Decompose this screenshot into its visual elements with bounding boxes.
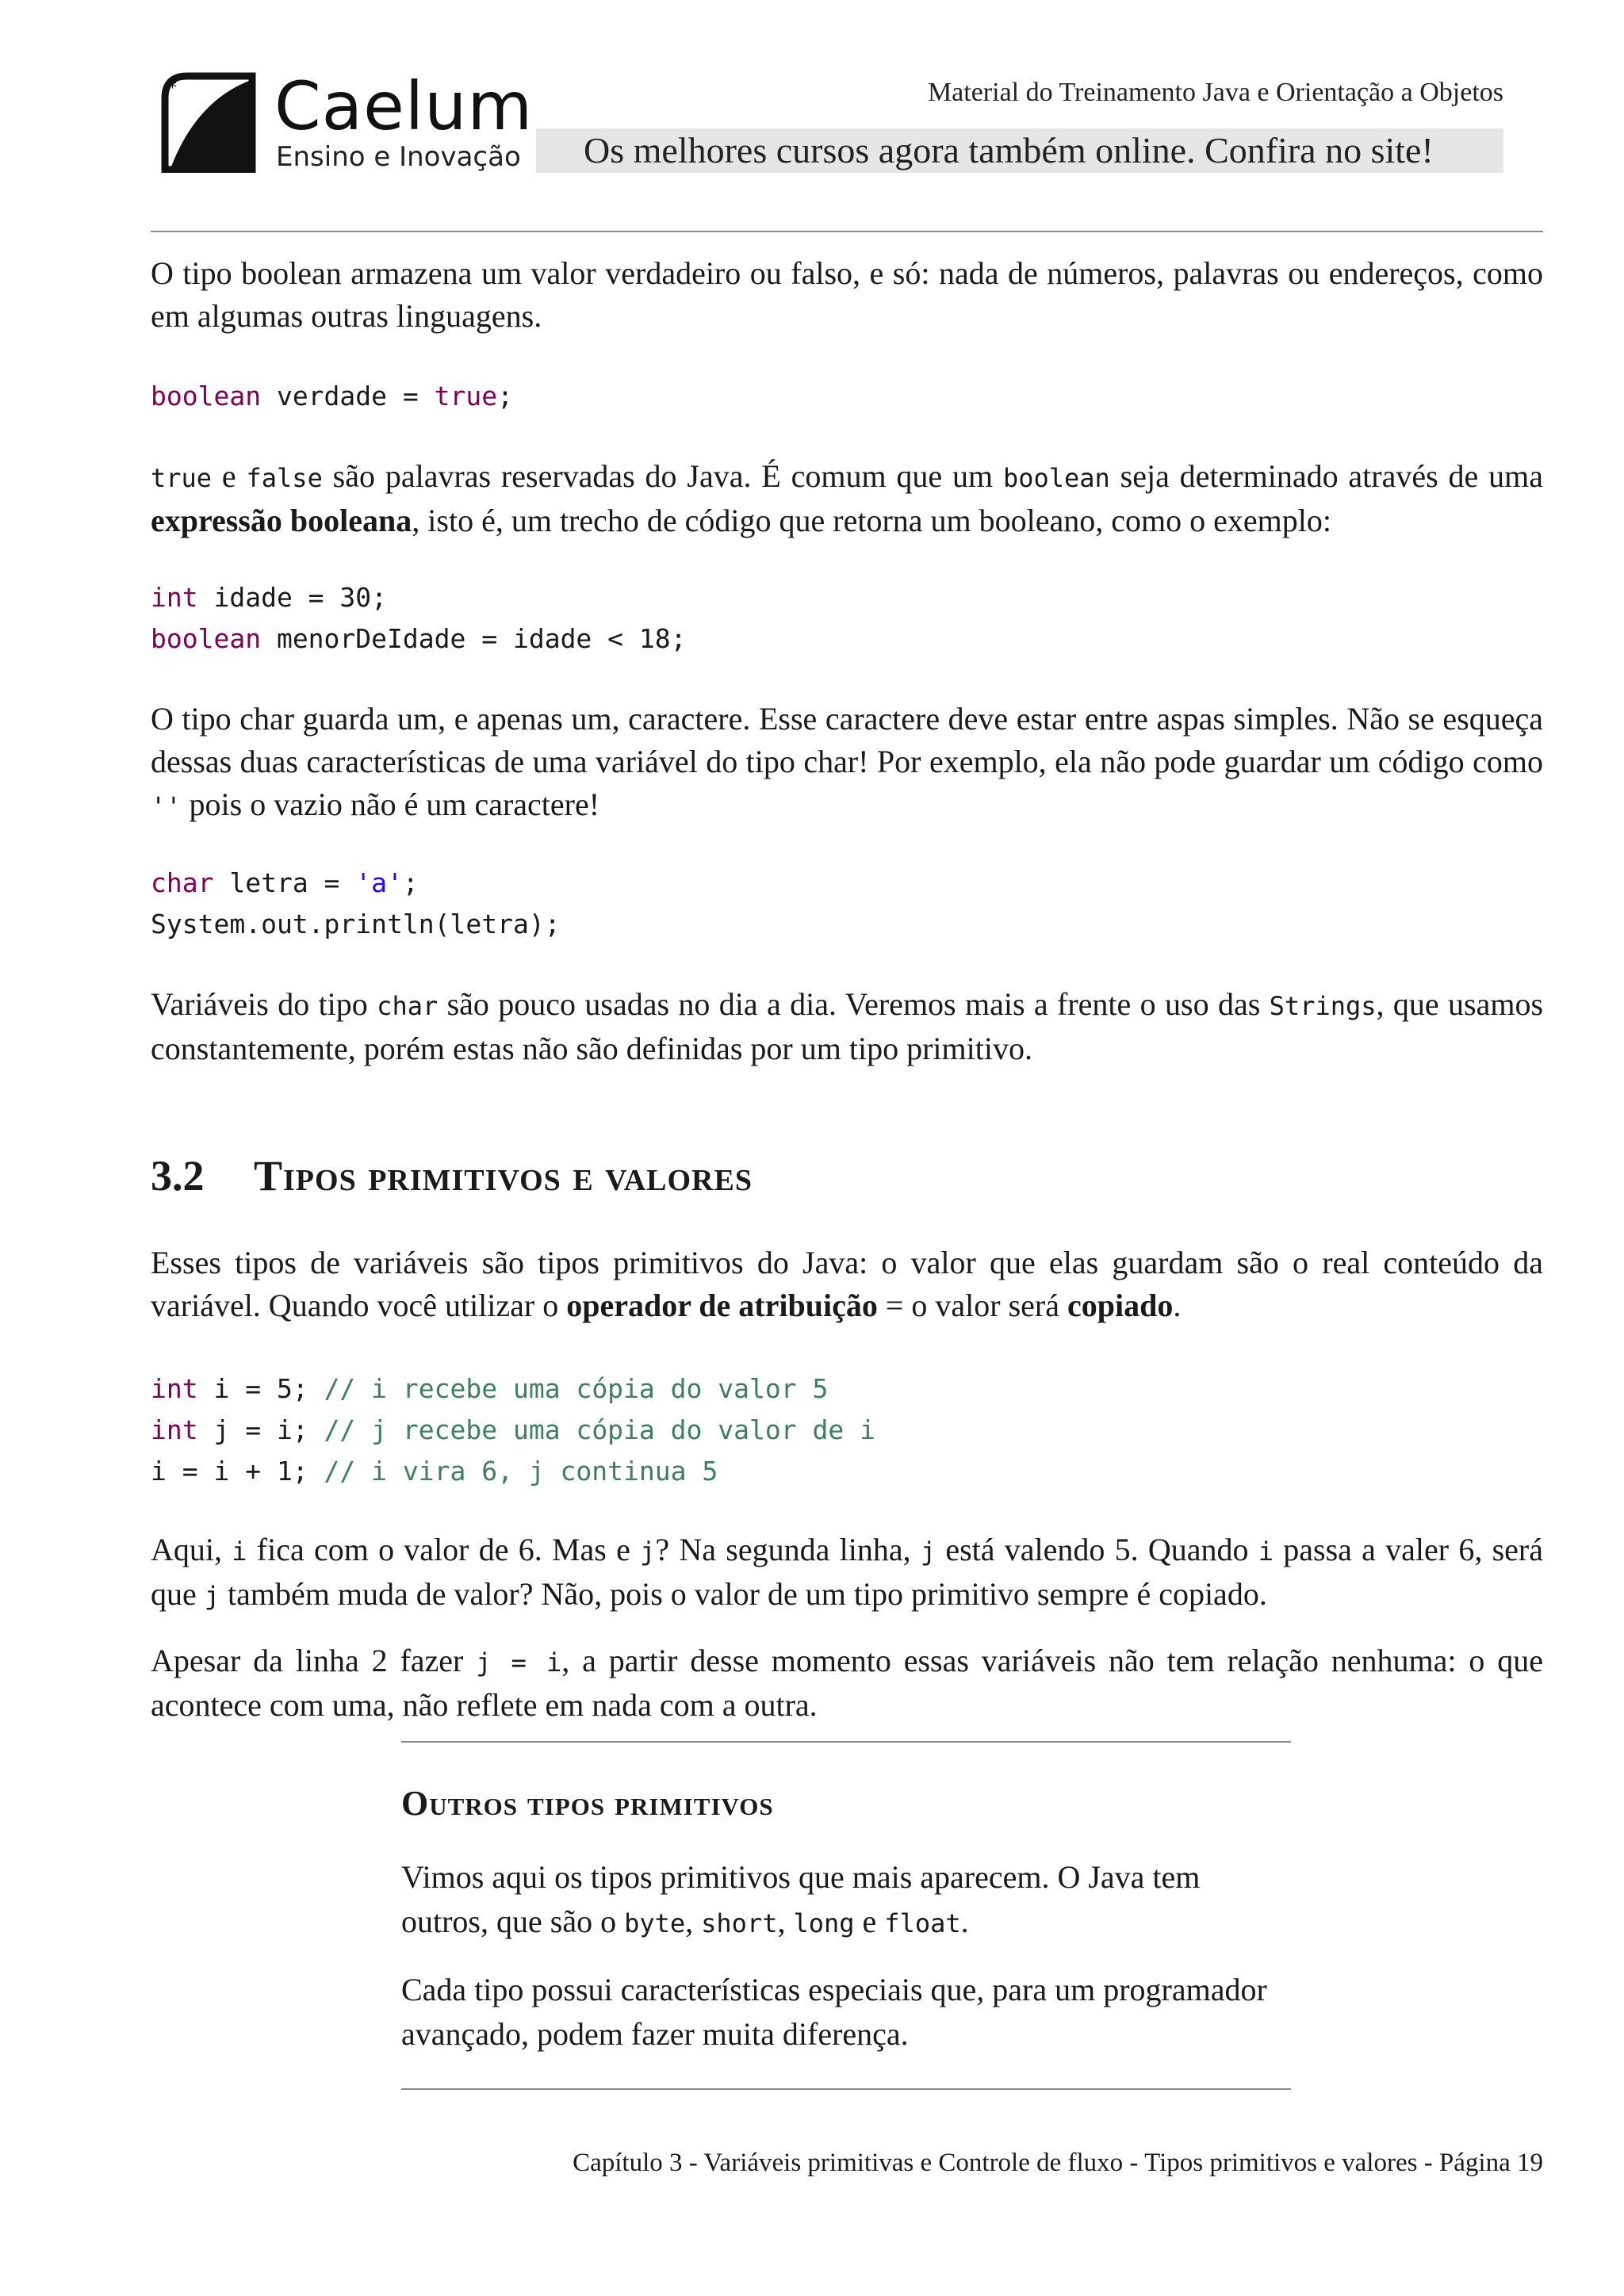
code-block-idade xyxy=(151,577,687,660)
bold-term: operador de atribuição xyxy=(566,1288,878,1323)
text: também muda de valor? Não, pois o valor de um tipo primitivo sempre é copiado. xyxy=(220,1576,1267,1612)
text: ? Na segunda linha, xyxy=(655,1532,921,1567)
inline-code: long xyxy=(793,1908,855,1938)
text: fica com o valor de 6. Mas e xyxy=(247,1532,641,1567)
code-keyword: boolean xyxy=(151,381,262,411)
text: são palavras reservadas do Java. É comum que um xyxy=(322,458,1003,494)
text: seja determinado através de uma xyxy=(1109,458,1543,494)
text: Vimos aqui os tipos primitivos que mais aparecem. O Java tem outros, que são o xyxy=(401,1859,1201,1939)
code-text: letra = xyxy=(213,867,356,898)
inline-code: j xyxy=(920,1536,936,1567)
text: Apesar da linha 2 fazer xyxy=(151,1643,477,1678)
box-bottom-divider xyxy=(401,2088,1291,2090)
text: e xyxy=(212,458,247,494)
text: passa a valer 6, será que xyxy=(151,1532,1544,1612)
code-block-copy xyxy=(151,1368,875,1492)
code-string: 'a' xyxy=(355,867,403,898)
box-top-divider xyxy=(401,1741,1291,1743)
code-keyword: boolean xyxy=(151,623,262,654)
paragraph-char xyxy=(151,698,1543,828)
code-text: verdade = xyxy=(261,381,435,411)
box-title: Outros tipos primitivos xyxy=(401,1784,774,1823)
text: . xyxy=(960,1904,969,1939)
inline-code: char xyxy=(377,991,439,1021)
code-text: j = i; xyxy=(197,1414,324,1445)
header-banner xyxy=(536,128,1503,173)
text: O tipo char guarda um, e apenas um, caractere. Esse caractere deve estar entre aspas simples. Não se esqueça dessas duas características de uma variável do tipo char! Por exemplo, ela não pode guardar um código como xyxy=(151,701,1543,779)
inline-code: '' xyxy=(151,791,182,821)
inline-code: short xyxy=(701,1908,778,1938)
code-text: idade = 30; xyxy=(197,582,388,613)
inline-code: j = i xyxy=(476,1647,562,1678)
code-keyword: true xyxy=(434,381,498,411)
code-text: ; xyxy=(402,867,419,898)
paragraph-copy-explanation xyxy=(151,1529,1543,1617)
paragraph-char-usage xyxy=(151,983,1543,1070)
paragraph-primitive-values xyxy=(151,1242,1543,1327)
text: = o valor será xyxy=(877,1288,1067,1323)
inline-code: i xyxy=(1258,1536,1274,1567)
paragraph-boolean: O tipo boolean armazena um valor verdadeiro ou falso, e só: nada de números, palavras ou endereços, como em algumas outras linguagens. xyxy=(151,255,1543,334)
text: são pouco usadas no dia a dia. Veremos mais a frente o uso das xyxy=(438,986,1270,1022)
text: , a partir desse momento essas variáveis não tem relação nenhuma: o que acontece com uma, não reflete em nada com a outra. xyxy=(151,1643,1544,1723)
code-keyword: char xyxy=(151,867,214,898)
inline-code: Strings xyxy=(1269,991,1377,1021)
code-comment: // i recebe uma cópia do valor 5 xyxy=(324,1373,829,1404)
svg-text:*: * xyxy=(168,78,177,98)
code-comment: // j recebe uma cópia do valor de i xyxy=(324,1414,875,1445)
caelum-logo xyxy=(157,67,534,177)
text: Aqui, xyxy=(151,1532,232,1567)
header-banner-text: Os melhores cursos agora também online. Confira no site! xyxy=(584,130,1434,170)
bold-term: copiado xyxy=(1067,1288,1174,1323)
section-title: Tipos primitivos e valores xyxy=(254,1152,753,1200)
header-title: Material do Treinamento Java e Orientação a Objetos xyxy=(927,78,1503,107)
code-text: i = i + 1; xyxy=(151,1456,324,1487)
header-divider xyxy=(151,231,1543,232)
inline-code: j xyxy=(204,1581,220,1611)
page-footer: Capítulo 3 - Variáveis primitivas e Controle de fluxo - Tipos primitivos e valores - Página 19 xyxy=(573,2149,1543,2177)
section-number: 3.2 xyxy=(151,1152,205,1200)
text: , isto é, um trecho de código que retorna um booleano, como o exemplo: xyxy=(412,503,1331,538)
text: pois o vazio não é um caractere! xyxy=(181,786,600,822)
box-paragraph-1 xyxy=(401,1855,1291,1946)
code-keyword: int xyxy=(151,1373,198,1404)
code-block-char xyxy=(151,863,561,945)
code-text: menorDeIdade = idade < 18; xyxy=(261,623,687,654)
logo-subtitle: Ensino e Inovação xyxy=(276,141,521,173)
inline-code: float xyxy=(884,1908,961,1938)
code-text: ; xyxy=(497,381,513,411)
inline-code: true xyxy=(151,463,213,493)
code-keyword: int xyxy=(151,582,198,613)
inline-code: false xyxy=(246,463,323,493)
code-keyword: int xyxy=(151,1414,198,1445)
section-heading xyxy=(151,1148,753,1203)
paragraph-independence xyxy=(151,1640,1543,1727)
code-comment: // i vira 6, j continua 5 xyxy=(324,1456,718,1487)
code-block-boolean xyxy=(151,376,513,417)
bold-term: expressão booleana xyxy=(151,503,412,538)
text: , xyxy=(685,1904,702,1939)
text: está valendo 5. Quando xyxy=(936,1532,1258,1567)
inline-code: boolean xyxy=(1002,463,1110,493)
caelum-logo-icon xyxy=(157,70,259,173)
text: , xyxy=(777,1904,794,1939)
logo-name: Caelum xyxy=(274,67,534,145)
text: Esses tipos de variáveis são tipos primitivos do Java: o valor que elas guardam são o real conteúdo da variável. Quando você utilizar o xyxy=(151,1245,1543,1323)
inline-code: byte xyxy=(624,1908,686,1938)
text: Variáveis do tipo xyxy=(151,986,377,1022)
code-text: System.out.println(letra); xyxy=(151,909,561,939)
inline-code: i xyxy=(232,1536,247,1567)
box-paragraph-2: Cada tipo possui características especiais que, para um programador avançado, podem fazer muita diferença. xyxy=(401,1972,1267,2052)
text: , que usamos constantemente, porém estas não são definidas por um tipo primitivo. xyxy=(151,986,1544,1066)
text: e xyxy=(854,1904,885,1939)
paragraph-boolean-expression xyxy=(151,455,1543,542)
inline-code: j xyxy=(640,1536,656,1567)
text: . xyxy=(1173,1288,1182,1323)
code-text: i = 5; xyxy=(197,1373,324,1404)
